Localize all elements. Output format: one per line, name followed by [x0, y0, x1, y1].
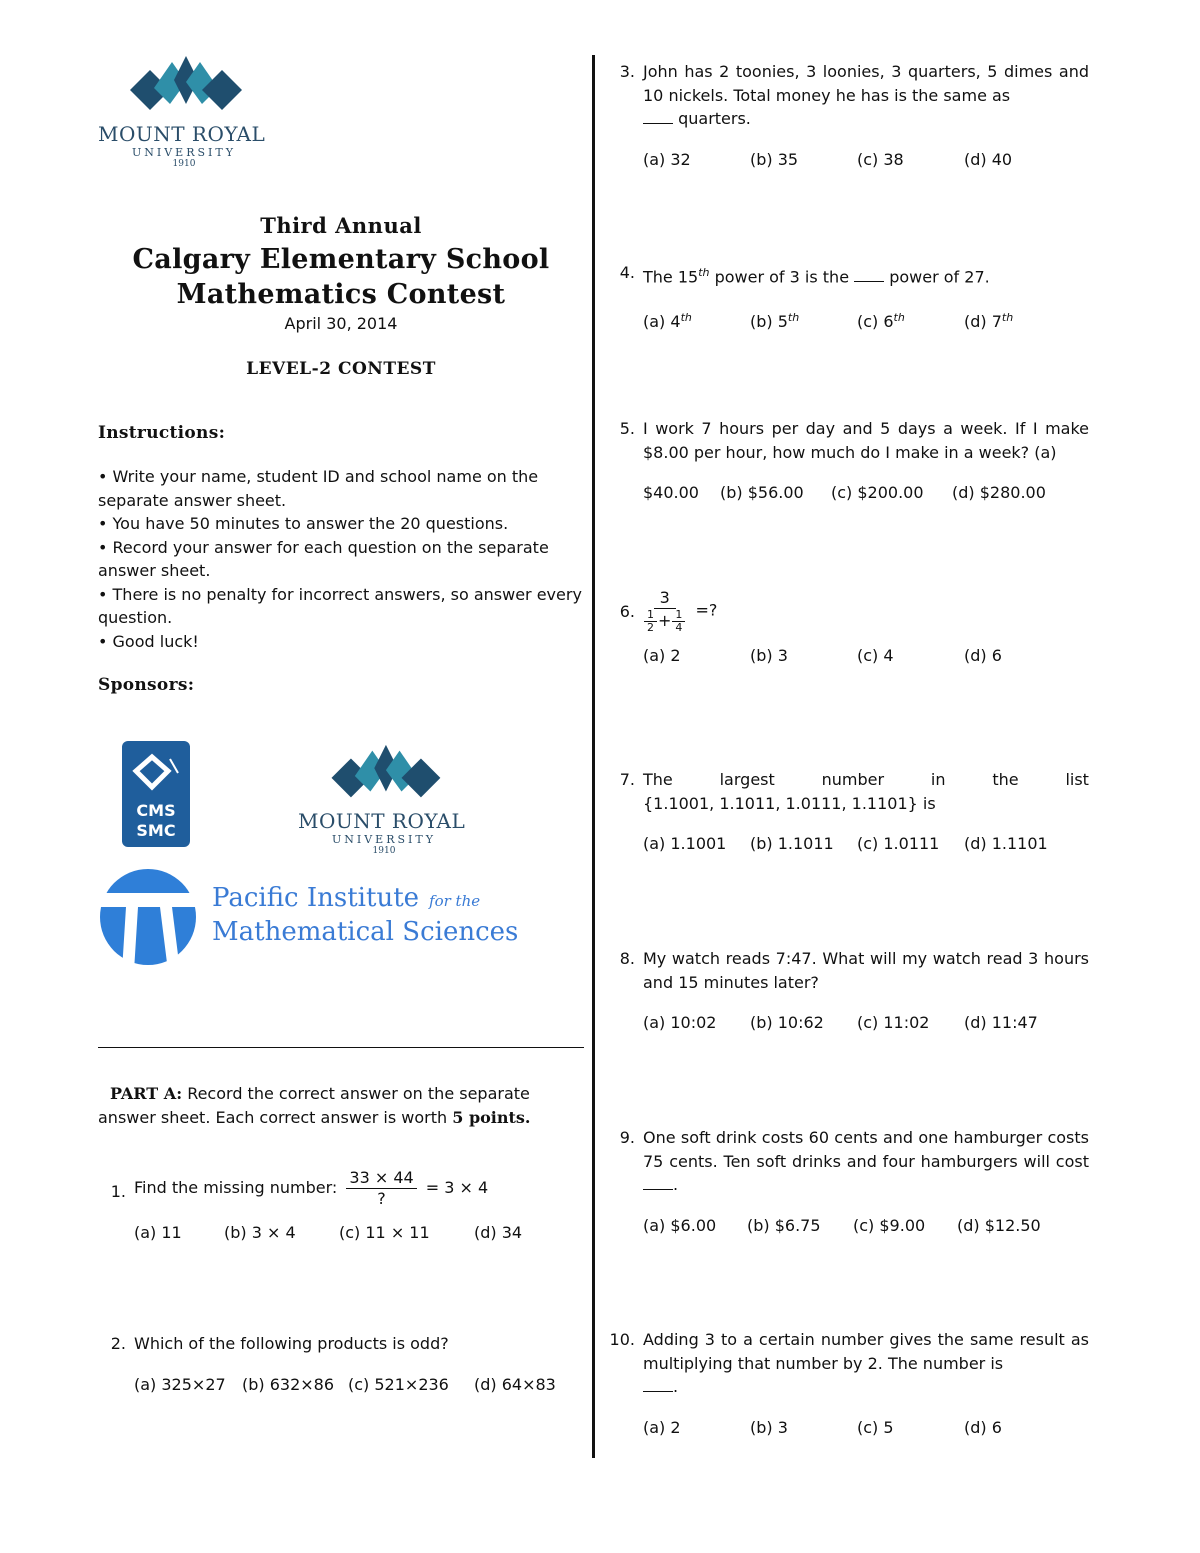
- stem-line: [643, 768, 1089, 792]
- mountain-icon: [298, 739, 470, 809]
- contest-title-line2: Mathematics Contest: [176, 279, 506, 310]
- option-b: (b) 632×86: [242, 1374, 335, 1394]
- option-b: (b) $6.75: [747, 1215, 821, 1235]
- answer-options: [643, 306, 1089, 334]
- question-1: [98, 1168, 586, 1245]
- option-a: $40.00: [643, 483, 699, 502]
- pims-line2: Mathematical Sciences: [212, 917, 519, 947]
- question-number: 2.: [110, 1334, 126, 1353]
- question-number: 1.: [110, 1182, 126, 1201]
- question-number: 3.: [619, 62, 635, 81]
- fraction-denominator: 2: [647, 621, 654, 634]
- fraction-numerator: 1: [672, 609, 685, 622]
- option-d: (d) 11:47: [964, 1013, 1038, 1032]
- answer-options: [134, 1221, 586, 1245]
- question-number: 7.: [619, 770, 635, 789]
- fraction-numerator: 3: [654, 588, 676, 609]
- option-a: (a) 2: [643, 1417, 681, 1437]
- fraction-denominator: 4: [675, 621, 683, 634]
- instructions-list: [98, 465, 584, 653]
- instruction-item: • There is no penalty for incorrect answers, so answer every question.: [98, 584, 582, 627]
- fraction-denominator: ?: [377, 1189, 386, 1208]
- mru-university: UNIVERSITY: [132, 146, 236, 159]
- option-text: (b) 5: [750, 312, 788, 332]
- stem-line: {1.1001, 1.1011, 1.0111, 1.1101} is: [643, 793, 936, 813]
- contest-level: LEVEL-2 CONTEST: [246, 359, 436, 379]
- pims-line1: Pacific Institute: [212, 883, 420, 913]
- question-3: [607, 60, 1089, 171]
- option-a: (a) 1.1001: [643, 834, 727, 853]
- fraction: [643, 588, 686, 634]
- plus-sign: +: [658, 611, 672, 630]
- part-a-intro: [98, 1082, 586, 1130]
- option-text: (c) 6: [857, 312, 894, 332]
- option-b: (b) 3 × 4: [224, 1223, 296, 1242]
- option-text: (d) 7: [964, 312, 1002, 332]
- question-stem: [643, 1126, 1089, 1197]
- answer-options: [643, 1214, 1089, 1238]
- question-number: 10.: [609, 1330, 635, 1349]
- option-d: (d) 6: [964, 1417, 1002, 1437]
- option-c: (c) 38: [857, 149, 904, 169]
- question-7: [607, 768, 1089, 856]
- fraction: [672, 609, 685, 634]
- cms-text: [122, 801, 190, 841]
- stem-word: list: [1065, 770, 1089, 789]
- answer-options: [643, 1416, 1089, 1440]
- mountain-icon: [98, 50, 270, 122]
- contest-subtitle: Third Annual: [260, 213, 422, 238]
- pims-text: [212, 883, 518, 948]
- superscript: th: [787, 310, 800, 324]
- option-a: (a) 325×27: [134, 1374, 226, 1394]
- question-stem: I work 7 hours per day and 5 days a week. If I make $8.00 per hour, how much do I make in a week? (a): [643, 419, 1089, 462]
- fraction: [644, 609, 657, 634]
- answer-options: [643, 1011, 1089, 1035]
- question-stem: [643, 1328, 1089, 1399]
- answer-blank: [643, 110, 673, 124]
- stem-text-end: = 3 × 4: [425, 1178, 489, 1197]
- question-5: [607, 417, 1089, 505]
- stem-text-end: power of 27.: [889, 267, 990, 287]
- question-stem: My watch reads 7:47. What will my watch read 3 hours and 15 minutes later?: [643, 949, 1089, 992]
- question-number: 5.: [619, 419, 635, 438]
- option-d: (d) 64×83: [474, 1374, 556, 1394]
- question-stem: [643, 768, 1089, 815]
- instruction-item: • Record your answer for each question on the separate answer sheet.: [98, 537, 549, 580]
- fraction-numerator: 33 × 44: [346, 1168, 416, 1189]
- option-b: (b) 3: [750, 646, 788, 665]
- question-number: 8.: [619, 949, 635, 968]
- option-c: [857, 306, 964, 334]
- answer-blank: [643, 1176, 673, 1190]
- stem-text-end: =?: [695, 600, 718, 620]
- stem-text-end: .: [673, 1175, 679, 1194]
- answer-blank: [854, 268, 884, 282]
- option-d: (d) $12.50: [957, 1215, 1041, 1235]
- pims-pi-icon: [98, 867, 202, 971]
- option-b: (b) $56.00: [720, 483, 804, 502]
- superscript: th: [680, 310, 692, 324]
- pims-for-the: for the: [429, 892, 481, 910]
- option-d: (d) 1.1101: [964, 834, 1048, 853]
- stem-text: The 15: [643, 267, 699, 287]
- option-b: [750, 306, 857, 334]
- answer-options: [643, 644, 1089, 668]
- mru-university: UNIVERSITY: [332, 833, 436, 846]
- stem-word: The: [643, 770, 673, 789]
- sponsors-heading: Sponsors:: [98, 675, 195, 695]
- stem-text: John has 2 toonies, 3 loonies, 3 quarters, 5 dimes and 10 nickels. Total money he has is the same as: [643, 62, 1089, 105]
- question-10: [607, 1328, 1089, 1439]
- mru-name: MOUNT ROYAL: [298, 809, 466, 833]
- stem-text: Adding 3 to a certain number gives the same result as multiplying that number by 2. The number is: [643, 1330, 1089, 1373]
- option-d: (d) 34: [474, 1223, 523, 1242]
- option-a: (a) 32: [643, 149, 691, 169]
- option-a: (a) 10:02: [643, 1013, 717, 1032]
- mru-year: 1910: [172, 159, 196, 169]
- mount-royal-logo: [98, 50, 270, 169]
- sponsor-logos: [98, 719, 584, 869]
- option-a: (a) 2: [643, 646, 681, 665]
- option-a: [643, 306, 750, 334]
- fraction-numerator: 1: [644, 609, 657, 622]
- fraction: [346, 1168, 416, 1209]
- part-a-points: 5 points.: [452, 1108, 531, 1127]
- superscript: th: [893, 310, 905, 324]
- question-stem: [643, 60, 1089, 131]
- option-c: (c) $9.00: [853, 1215, 926, 1235]
- stem-text-end: .: [673, 1377, 679, 1396]
- question-number: 6.: [619, 602, 635, 621]
- option-c: (c) 4: [857, 646, 894, 665]
- stem-word: largest: [719, 770, 775, 789]
- stem-word: number: [821, 770, 885, 789]
- option-d: (d) 6: [964, 646, 1002, 665]
- stem-text-end: quarters.: [678, 109, 751, 128]
- stem-word: in: [930, 770, 946, 789]
- option-c: (c) 5: [857, 1417, 894, 1437]
- instruction-item: • Good luck!: [98, 631, 199, 651]
- option-text: (a) 4: [643, 312, 681, 332]
- column-divider: [592, 55, 595, 1458]
- option-c: (c) 11 × 11: [339, 1223, 430, 1242]
- option-c: (c) 1.0111: [857, 834, 940, 853]
- cms-logo: [122, 741, 190, 847]
- question-4: [607, 261, 1089, 334]
- mru-year: 1910: [372, 846, 396, 856]
- option-d: [964, 306, 1013, 334]
- question-9: [607, 1126, 1089, 1237]
- option-c: (c) $200.00: [831, 483, 924, 502]
- question-8: [607, 947, 1089, 1035]
- instruction-item: • Write your name, student ID and school name on the separate answer sheet.: [98, 467, 539, 510]
- option-d: (d) 40: [964, 149, 1013, 169]
- option-c: (c) 521×236: [348, 1374, 449, 1394]
- stem-word: the: [992, 770, 1019, 789]
- stem-text: One soft drink costs 60 cents and one hamburger costs 75 cents. Ten soft drinks and four hamburgers will cost: [643, 1128, 1089, 1171]
- title-block: [98, 213, 584, 379]
- option-c: (c) 11:02: [857, 1013, 930, 1032]
- fraction-denominator: [643, 609, 686, 634]
- question-number: 4.: [619, 263, 635, 282]
- superscript: th: [1001, 310, 1014, 324]
- mount-royal-logo-sponsor: [298, 739, 470, 856]
- stem-text: power of 3 is the: [714, 267, 850, 287]
- answer-options: [643, 832, 1089, 856]
- answer-blank: [643, 1378, 673, 1392]
- option-b: (b) 1.1011: [750, 834, 834, 853]
- option-d: (d) $280.00: [952, 483, 1046, 502]
- question-stem: [643, 261, 1089, 289]
- pims-logo: [98, 867, 584, 977]
- stem-text: Find the missing number:: [134, 1178, 338, 1197]
- contest-date: April 30, 2014: [284, 314, 398, 333]
- left-column: [98, 50, 584, 977]
- question-number: 9.: [619, 1128, 635, 1147]
- part-a-label: PART A:: [110, 1084, 183, 1103]
- instructions-heading: Instructions:: [98, 423, 226, 443]
- option-a: (a) $6.00: [643, 1215, 717, 1235]
- question-stem: [643, 588, 1089, 634]
- answer-options: [643, 481, 1089, 505]
- question-stem: Which of the following products is odd?: [134, 1334, 449, 1353]
- answer-options: [134, 1373, 586, 1397]
- contest-title-line1: Calgary Elementary School: [132, 244, 550, 275]
- question-6: [607, 588, 1089, 668]
- option-a: (a) 11: [134, 1223, 182, 1242]
- option-b: (b) 35: [750, 149, 799, 169]
- answer-options: [643, 148, 1089, 172]
- cms-label: CMS: [136, 801, 176, 820]
- instruction-item: • You have 50 minutes to answer the 20 questions.: [98, 514, 509, 533]
- part-a-text: Record the correct answer on the separate answer sheet. Each correct answer is worth: [98, 1084, 530, 1127]
- question-stem: [134, 1168, 586, 1209]
- mru-name: MOUNT ROYAL: [98, 122, 266, 146]
- question-2: [98, 1332, 586, 1396]
- superscript: th: [698, 266, 710, 279]
- smc-label: SMC: [136, 821, 176, 840]
- cms-emblem-icon: [122, 741, 190, 801]
- option-b: (b) 10:62: [750, 1013, 824, 1032]
- option-b: (b) 3: [750, 1417, 788, 1437]
- section-divider: [98, 1047, 584, 1048]
